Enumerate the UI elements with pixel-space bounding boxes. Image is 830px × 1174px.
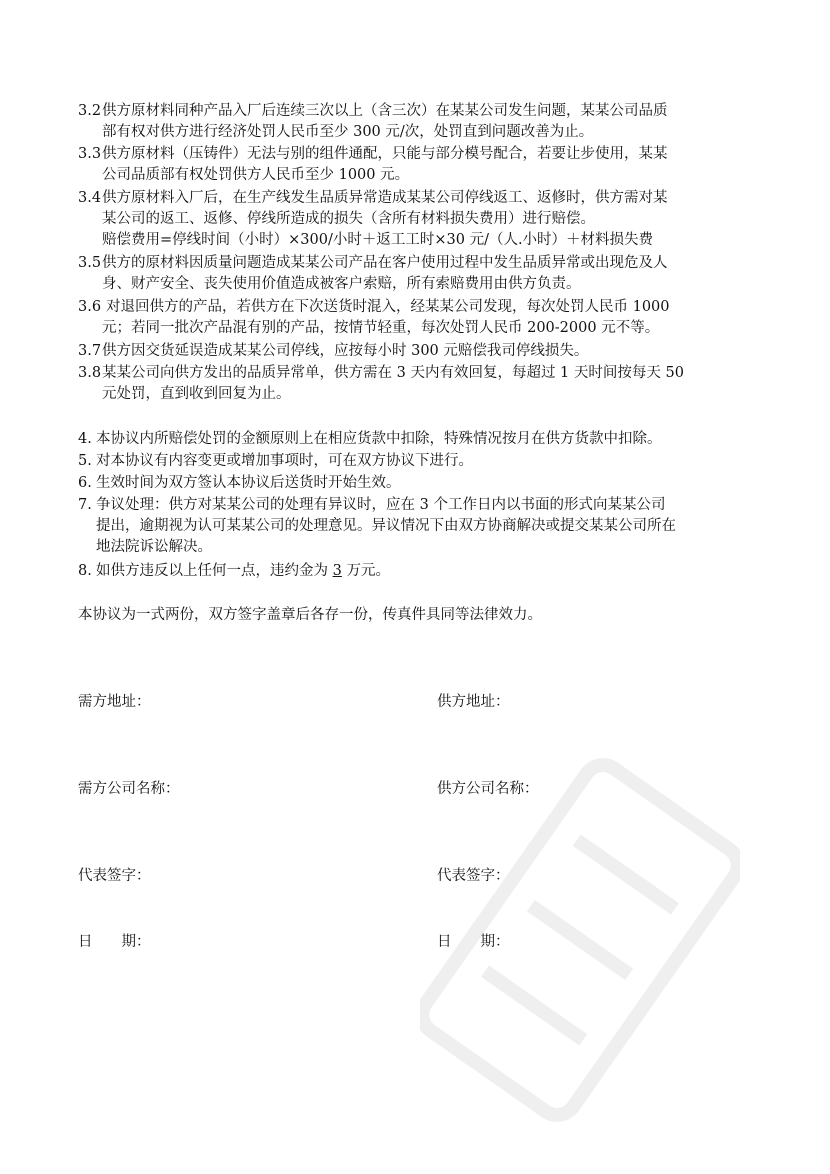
clause-3-3: [78, 144, 758, 186]
clause-number: 3.7: [78, 343, 102, 359]
clause-number: 8.: [78, 563, 92, 579]
clause-line: 身、财产安全、丧失使用价值造成被客户索赔，所有索赔费用由供方负责。: [102, 276, 581, 292]
clause-line: [96, 561, 758, 582]
clause-8: [78, 561, 758, 582]
clause-number: 5.: [78, 453, 92, 469]
penalty-text-post: 万元。: [341, 563, 390, 579]
clause-3-8: [78, 363, 758, 405]
clause-number: 4.: [78, 431, 92, 447]
seller-rep-signature-label: 代表签字：: [437, 868, 510, 884]
clause-line: 本协议内所赔偿处罚的金额原则上在相应货款中扣除，特殊情况按月在供方货款中扣除。: [96, 431, 662, 447]
seller-date-label: 日 期：: [437, 934, 510, 950]
clause-number: 3.4: [78, 190, 102, 206]
seller-address-label: 供方地址：: [437, 694, 510, 710]
buyer-address-label: 需方地址：: [78, 694, 151, 710]
buyer-rep-signature-label: 代表签字：: [78, 868, 151, 884]
clause-4: [78, 429, 758, 450]
clause-3-4: [78, 188, 758, 251]
penalty-text-pre: 如供方违反以上任何一点，违约金为: [96, 563, 333, 579]
clause-line: 供方原材料入厂后，在生产线发生品质异常造成某某公司停线返工、返修时，供方需对某: [102, 190, 668, 206]
clause-formula: 赔偿费用=停线时间（小时）×300/小时＋返工工时×30 元/（人.小时）＋材料损失费: [102, 232, 654, 248]
clause-5: [78, 451, 758, 472]
clause-number: 3.3: [78, 146, 102, 162]
clause-7: [78, 495, 758, 558]
clause-3-7: [78, 341, 758, 362]
clause-line: 争议处理：供方对某某公司的处理有异议时，应在 3 个工作日内以书面的形式向某某公司: [96, 497, 666, 513]
clause-6: [78, 473, 758, 494]
clause-line: 公司品质部有权处罚供方人民币至少 1000 元。: [102, 167, 410, 183]
seller-company-label: 供方公司名称：: [437, 781, 539, 797]
clause-number: 7.: [78, 497, 92, 513]
clause-number: 3.8: [78, 365, 102, 381]
clause-number: 3.5: [78, 255, 102, 271]
clause-line: 供方原材料（压铸件）无法与别的组件通配，只能与部分模号配合，若要让步使用，某某: [102, 146, 668, 162]
clause-line: 元处罚，直到收到回复为止。: [102, 386, 291, 402]
clause-line: 元；若同一批次产品混有别的产品，按情节轻重，每次处罚人民币 200-2000 元不等。: [102, 320, 660, 336]
clause-line: 供方原材料同种产品入厂后连续三次以上（含三次）在某某公司发生问题，某某公司品质: [102, 103, 668, 119]
clause-line: 生效时间为双方签认本协议后送货时开始生效。: [96, 475, 401, 491]
clause-number: 3.2: [78, 103, 102, 119]
clause-line: 供方因交货延误造成某某公司停线，应按每小时 300 元赔偿我司停线损失。: [102, 343, 589, 359]
clause-line: 某公司的返工、返修、停线所造成的损失（含所有材料损失费用）进行赔偿。: [102, 211, 595, 227]
clause-line: 对本协议有内容变更或增加事项时，可在双方协议下进行。: [96, 453, 473, 469]
penalty-amount: 3: [332, 563, 342, 579]
clause-3-5: [78, 253, 758, 295]
buyer-company-label: 需方公司名称：: [78, 781, 180, 797]
clause-3-2: [78, 101, 758, 143]
buyer-date-label: 日 期：: [78, 934, 151, 950]
clause-line: 对退回供方的产品，若供方在下次送货时混入，经某某公司发现，每次处罚人民币 1000: [106, 299, 670, 315]
clause-line: 供方的原材料因质量问题造成某某公司产品在客户使用过程中发生品质异常或出现危及人: [102, 255, 668, 271]
clause-3-6: [78, 297, 758, 339]
clause-number: 6.: [78, 475, 92, 491]
clause-line: 部有权对供方进行经济处罚人民币至少 300 元/次，处罚直到问题改善为止。: [102, 124, 594, 140]
clause-line: 提出，逾期视为认可某某公司的处理意见。异议情况下由双方协商解决或提交某某公司所在: [96, 518, 676, 534]
clause-number: 3.6: [78, 299, 102, 315]
clause-line: 某某公司向供方发出的品质异常单，供方需在 3 天内有效回复，每超过 1 天时间按每天 50: [102, 365, 684, 381]
clause-line: 地法院诉讼解决。: [96, 539, 212, 555]
closing-statement: 本协议为一式两份，双方签字盖章后各存一份，传真件具同等法律效力。: [78, 607, 542, 623]
